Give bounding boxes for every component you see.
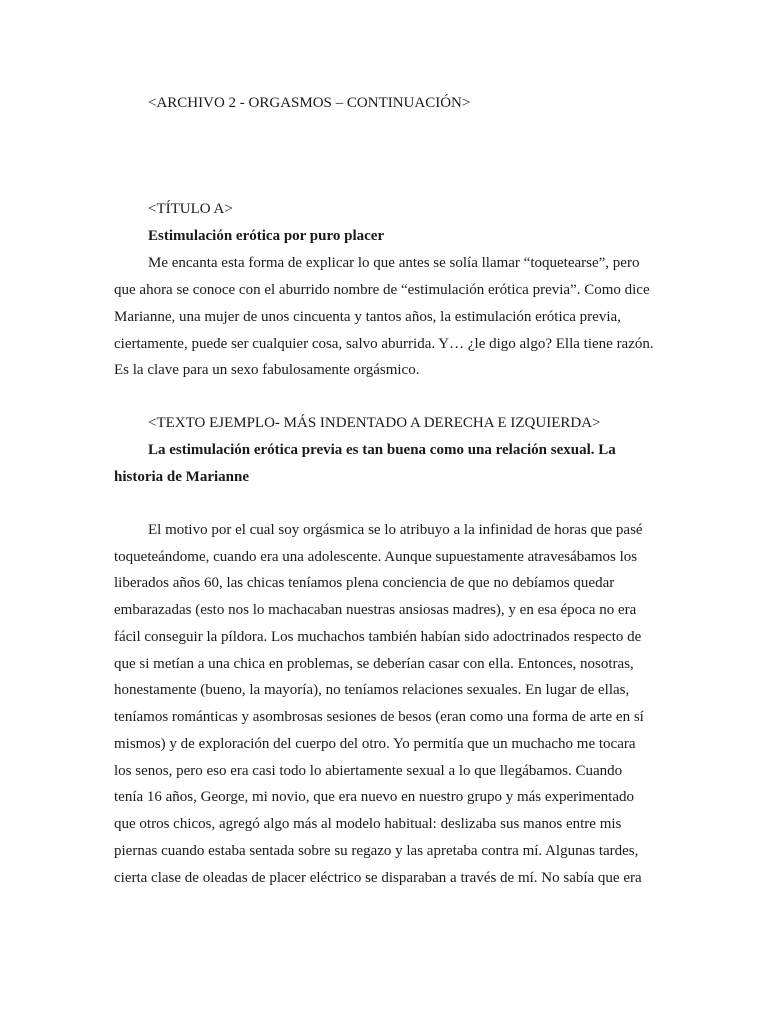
story-line: cierta clase de oleadas de placer eléctrico se disparaban a través de mí. No sabía que era (114, 870, 642, 886)
story-line: liberados años 60, las chicas teníamos plena conciencia de que no debíamos quedar (114, 575, 615, 591)
title-a-heading: <TÍTULO A> (148, 201, 233, 217)
story-line: honestamente (bueno, la mayoría), no teníamos relaciones sexuales. En lugar de ellas, (114, 682, 630, 698)
section-title: Estimulación erótica por puro placer (148, 228, 385, 244)
example-title-line: La estimulación erótica previa es tan buena como una relación sexual. La (148, 442, 616, 458)
story-line: teníamos románticas y asombrosas sesiones de besos (eran como una forma de arte en sí (114, 709, 644, 725)
intro-line: Es la clave para un sexo fabulosamente orgásmico. (114, 362, 420, 378)
intro-line: ciertamente, puede ser cualquier cosa, salvo aburrida. Y… ¿le digo algo? Ella tiene razón. (114, 336, 654, 352)
story-line: que otros chicos, agregó algo más al modelo habitual: deslizaba sus manos entre mis (114, 816, 622, 832)
intro-line: que ahora se conoce con el aburrido nombre de “estimulación erótica previa”. Como dice (114, 282, 650, 298)
story-line: toqueteándome, cuando era una adolescente. Aunque supuestamente atravesábamos los (114, 549, 638, 565)
story-line: que si metían a una chica en problemas, se deberían casar con ella. Entonces, nosotras, (114, 656, 634, 672)
story-line: piernas cuando estaba sentada sobre su regazo y las apretaba contra mí. Algunas tardes, (114, 843, 639, 859)
intro-line: Marianne, una mujer de unos cincuenta y tantos años, la estimulación erótica previa, (114, 309, 621, 325)
intro-line: Me encanta esta forma de explicar lo que antes se solía llamar “toquetearse”, pero (148, 255, 640, 271)
story-line: El motivo por el cual soy orgásmica se lo atribuyo a la infinidad de horas que pasé (148, 522, 643, 538)
example-title-line: historia de Marianne (114, 469, 249, 485)
story-line: los senos, pero eso era casi todo lo abiertamente sexual a lo que llegábamos. Cuando (114, 763, 623, 779)
archive-heading: <ARCHIVO 2 - ORGASMOS – CONTINUACIÓN> (148, 95, 471, 111)
story-line: mismos) y de exploración del cuerpo del otro. Yo permitía que un muchacho me tocara (114, 736, 636, 752)
story-line: embarazadas (esto nos lo machacaban nuestras ansiosas madres), y en esa época no era (114, 602, 637, 618)
example-heading: <TEXTO EJEMPLO- MÁS INDENTADO A DERECHA E IZQUIERDA> (148, 415, 601, 431)
story-line: tenía 16 años, George, mi novio, que era nuevo en nuestro grupo y más experimentado (114, 789, 634, 805)
story-line: fácil conseguir la píldora. Los muchachos también habían sido adoctrinados respecto de (114, 629, 642, 645)
